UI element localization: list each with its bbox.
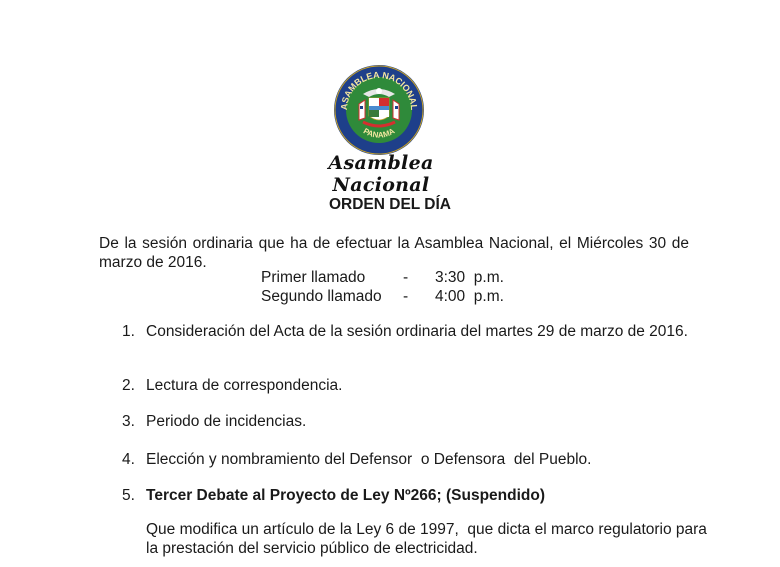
call-schedule <box>261 269 555 307</box>
agenda-item <box>122 412 692 431</box>
call-row-second <box>261 288 555 307</box>
agenda-item <box>122 486 692 505</box>
call-dash: - <box>403 288 409 305</box>
item-text: Periodo de incidencias. <box>146 413 307 430</box>
svg-text:PANAMA: PANAMA <box>361 126 397 140</box>
item-text: Consideración del Acta de la sesión ordinaria del martes 29 de marzo de 2016. <box>146 323 688 340</box>
call-dash: - <box>403 269 409 286</box>
svg-text:ASAMBLEA NACIONAL: ASAMBLEA NACIONAL <box>338 69 420 111</box>
session-intro-paragraph: De la sesión ordinaria que ha de efectuar la Asamblea Nacional, el Miércoles 30 de marzo de 2016. <box>99 235 689 271</box>
call-time: 3:30 p.m. <box>435 269 504 286</box>
call-label: Segundo llamado <box>261 288 382 305</box>
item-number: 4. <box>122 451 135 468</box>
item-text: Elección y nombramiento del Defensor o Defensora del Pueblo. <box>146 451 592 468</box>
item-number: 3. <box>122 413 135 430</box>
call-row-first <box>261 269 555 288</box>
item-number: 5. <box>122 487 135 504</box>
item-text: Tercer Debate al Proyecto de Ley Nº266; (Suspendido) <box>146 487 546 504</box>
agenda-item <box>122 376 692 395</box>
item-number: 2. <box>122 377 135 394</box>
assembly-script-title: Asamblea Nacional <box>328 152 434 196</box>
call-label: Primer llamado <box>261 269 366 286</box>
agenda-item <box>122 322 692 341</box>
item-number: 1. <box>122 323 135 340</box>
item-5-description: Que modifica un artículo de la Ley 6 de 1997, que dicta el marco regulatorio para la prestación del servicio público de electricidad. <box>146 521 712 557</box>
document-title: ORDEN DEL DÍA <box>328 196 451 213</box>
item-text: Lectura de correspondencia. <box>146 377 343 394</box>
call-time: 4:00 p.m. <box>435 288 504 305</box>
agenda-item <box>122 450 692 469</box>
national-assembly-seal-icon <box>333 64 425 156</box>
